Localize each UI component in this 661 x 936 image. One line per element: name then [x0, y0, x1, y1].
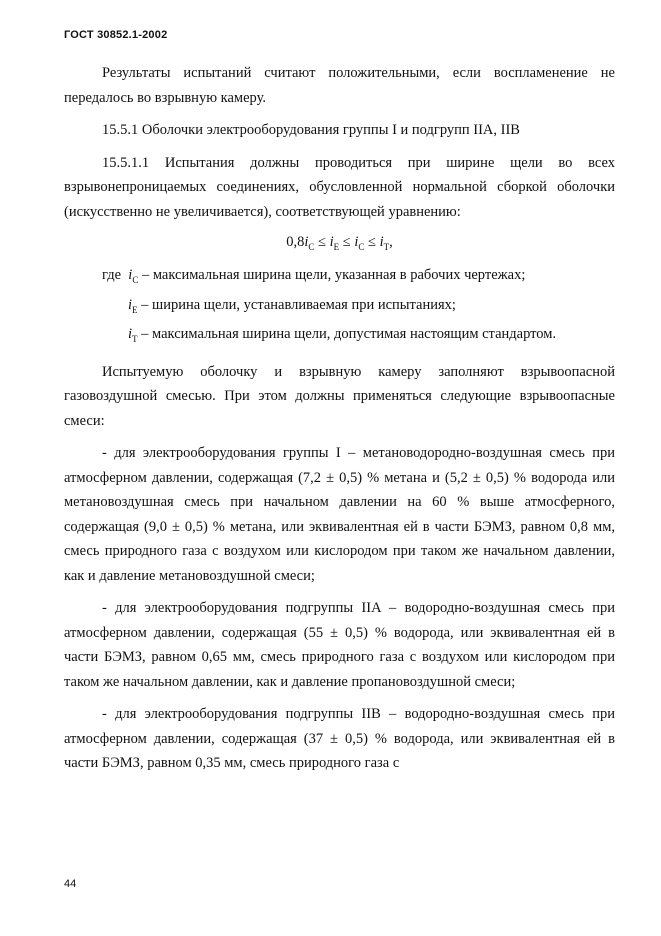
formula-end: , — [389, 234, 393, 250]
formula-subscript: C — [308, 241, 315, 252]
formula-symbol: i — [304, 234, 309, 250]
definition-subscript: T — [132, 334, 138, 345]
page-number: 44 — [64, 878, 77, 890]
definition-symbol: i — [128, 267, 133, 284]
formula-coefficient: 0,8 — [286, 234, 305, 250]
list-item-group-i: - для электрооборудования группы I – метановодородно-воздушная смесь при атмосферном давлении, содержащая (7,2 ± 0,5) % метана и (5,2 ± 0,5) % водорода или метановоздушная смесь при начальном давлении на 60 % выше атмосферного, содержащая (9,0 ± 0,5) % метана, или эквивалентная ей в части БЭМЗ, равном 0,8 мм, смесь природного газа с воздухом или кислородом при таком же начальном давлении, как и давление метановоздушной смеси; — [64, 445, 615, 584]
definition-symbol: i — [128, 296, 133, 313]
definition-text: – максимальная ширина щели, указанная в рабочих чертежах; — [138, 267, 526, 284]
page-body — [64, 61, 615, 776]
paragraph-15-5-1-1: 15.5.1.1 Испытания должны проводиться при ширине щели во всех взрывонепроницаемых соединениях, обусловленной нормальной сборкой оболочки (искусственно не увеличивается), соответствующей уравнению: — [64, 154, 615, 220]
list-item-subgroup-iia: - для электрооборудования подгруппы IIA – водородно-воздушная смесь при атмосферном давлении, содержащая (55 ± 0,5) % водорода, или эквивалентная ей в части БЭМЗ, равном 0,65 мм, смесь природного газа с воздухом или кислородом при таком же начальном давлении, как и давление пропановоздушной смеси; — [64, 600, 615, 690]
formula-subscript: C — [358, 241, 365, 252]
list-item-subgroup-iib: - для электрооборудования подгруппы IIB – водородно-воздушная смесь при атмосферном давлении, содержащая (37 ± 0,5) % водорода, или эквивалентная ей в части БЭМЗ, равном 0,35 мм, смесь природного газа с — [64, 706, 615, 772]
formula-symbol: i — [329, 234, 334, 250]
formula-relation: ≤ — [339, 234, 355, 250]
definition-subscript: E — [132, 304, 138, 315]
formula-symbol: i — [354, 234, 359, 250]
definition-symbol: i — [128, 326, 133, 343]
formula-subscript: T — [383, 241, 390, 252]
paragraph-mixtures-intro: Испытуемую оболочку и взрывную камеру заполняют взрывоопасной газовоздушной смесью. При этом должны применяться следующие взрывоопасные смеси: — [64, 363, 615, 429]
section-heading-15-5-1: 15.5.1 Оболочки электрооборудования группы I и подгрупп IIA, IIB — [102, 122, 520, 138]
definition-item — [64, 322, 615, 351]
standard-code-header: ГОСТ 30852.1-2002 — [64, 29, 168, 41]
definition-item — [64, 293, 615, 322]
gap-width-formula — [64, 230, 615, 259]
formula-relation: ≤ — [314, 234, 330, 250]
paragraph-result: Результаты испытаний считают положительными, если воспламенение не передалось во взрывную камеру. — [64, 65, 615, 106]
where-label: где — [102, 267, 122, 284]
definition-text: – ширина щели, устанавливаемая при испытаниях; — [137, 296, 456, 313]
formula-relation: ≤ — [364, 234, 380, 250]
definition-text: – максимальная ширина щели, допустимая настоящим стандартом. — [137, 326, 557, 343]
formula-subscript: E — [333, 241, 340, 252]
definition-subscript: C — [132, 275, 139, 286]
definition-item — [64, 263, 615, 292]
formula-symbol: i — [379, 234, 384, 250]
